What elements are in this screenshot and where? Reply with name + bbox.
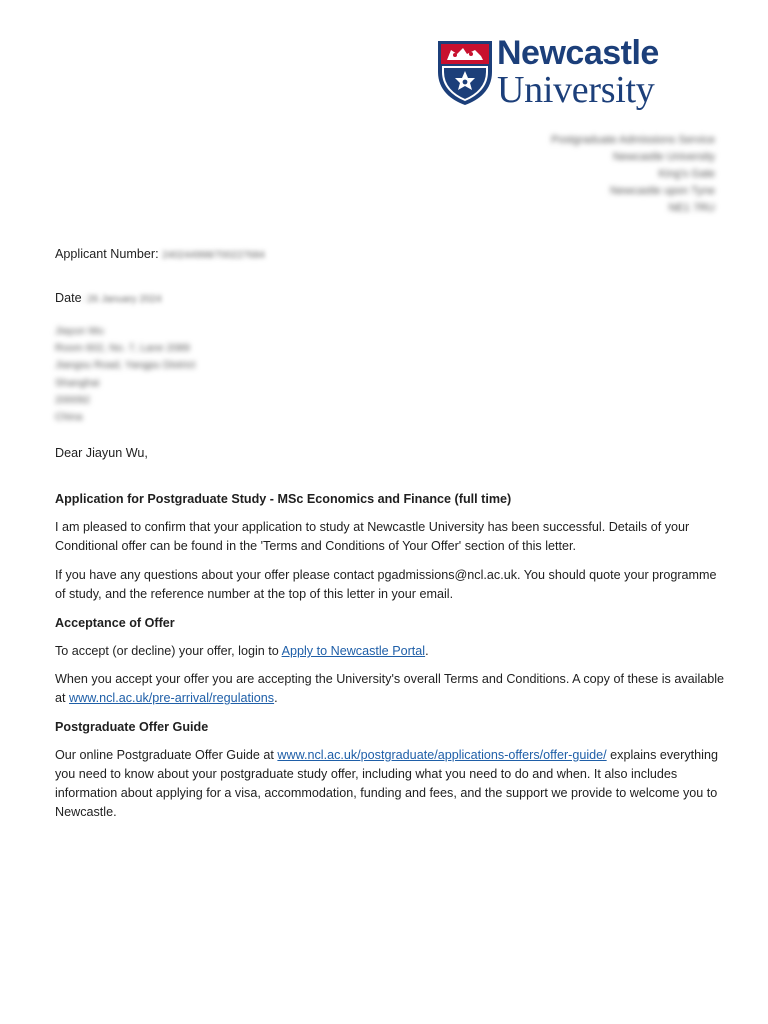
- sender-address-line: Newcastle University: [612, 151, 715, 163]
- offer-guide-link[interactable]: www.ncl.ac.uk/postgraduate/applications-offers/offer-guide/: [277, 748, 607, 762]
- logo-word-university: University: [497, 69, 655, 111]
- acceptance-line-prefix: To accept (or decline) your offer, login to: [55, 644, 282, 658]
- date-value: : 26 January 2024: [81, 294, 162, 305]
- offer-guide-suffix: explains everything you need to know about your postgraduate study offer, including what you need to do and when. It also includes information about applying for a visa, accommodation, funding and fees, and the support we provide to welcome you to Newcastle.: [55, 748, 718, 819]
- terms-paragraph: [55, 670, 725, 708]
- sender-address: [551, 132, 715, 217]
- logo-word-newcastle: Newcastle: [497, 34, 659, 72]
- recipient-address-line: Jiayun Wu: [55, 325, 104, 337]
- acceptance-heading: Acceptance of Offer: [55, 616, 175, 630]
- date-label: Date: [55, 291, 82, 305]
- offer-guide-paragraph: [55, 746, 725, 822]
- date-line: [55, 289, 725, 309]
- sender-address-line: NE1 7RU: [668, 202, 715, 214]
- subject-heading: Application for Postgraduate Study - MSc Economics and Finance (full time): [55, 492, 512, 506]
- confirmation-paragraph: I am pleased to confirm that your application to study at Newcastle University has been successful. Details of your Conditional offer can be found in the 'Terms and Conditions of Your Offer' section of this letter.: [55, 520, 690, 553]
- offer-guide-prefix: Our online Postgraduate Offer Guide at: [55, 748, 278, 762]
- recipient-address-line: Jiangsu Road, Yangpu District: [55, 359, 196, 372]
- recipient-address-line: 200092: [55, 393, 91, 406]
- portal-link[interactable]: Apply to Newcastle Portal: [281, 644, 426, 658]
- sender-address-line: Postgraduate Admissions Service: [551, 134, 715, 146]
- recipient-address-line: Shanghai: [55, 376, 100, 389]
- sender-address-line: King's Gate: [658, 168, 715, 180]
- applicant-number-value: 240244998/700227684: [162, 250, 265, 261]
- terms-paragraph-prefix: When you accept your offer you are accepting the University's overall Terms and Conditions. A copy of these is available at: [55, 672, 725, 705]
- applicant-number-label: Applicant Number:: [55, 247, 159, 261]
- recipient-address: [55, 323, 195, 426]
- terms-paragraph-suffix: .: [274, 691, 278, 705]
- university-logo: [437, 34, 687, 112]
- salutation: Dear Jiayun Wu,: [55, 446, 148, 460]
- crest-icon: [437, 40, 493, 106]
- recipient-address-line: Room 602, No. 7, Lane 2089: [55, 342, 190, 355]
- regulations-link[interactable]: www.ncl.ac.uk/pre-arrival/regulations: [69, 691, 275, 705]
- sender-address-line: Newcastle upon Tyne: [610, 185, 715, 197]
- acceptance-line: [55, 642, 725, 661]
- acceptance-line-suffix: .: [425, 644, 429, 658]
- applicant-number-line: [55, 245, 725, 265]
- contact-paragraph: If you have any questions about your offer please contact pgadmissions@ncl.ac.uk. You should quote your programme of study, and the reference number at the top of this letter in your email.: [55, 568, 717, 601]
- recipient-address-line: China: [55, 411, 83, 424]
- offer-guide-heading: Postgraduate Offer Guide: [55, 720, 209, 734]
